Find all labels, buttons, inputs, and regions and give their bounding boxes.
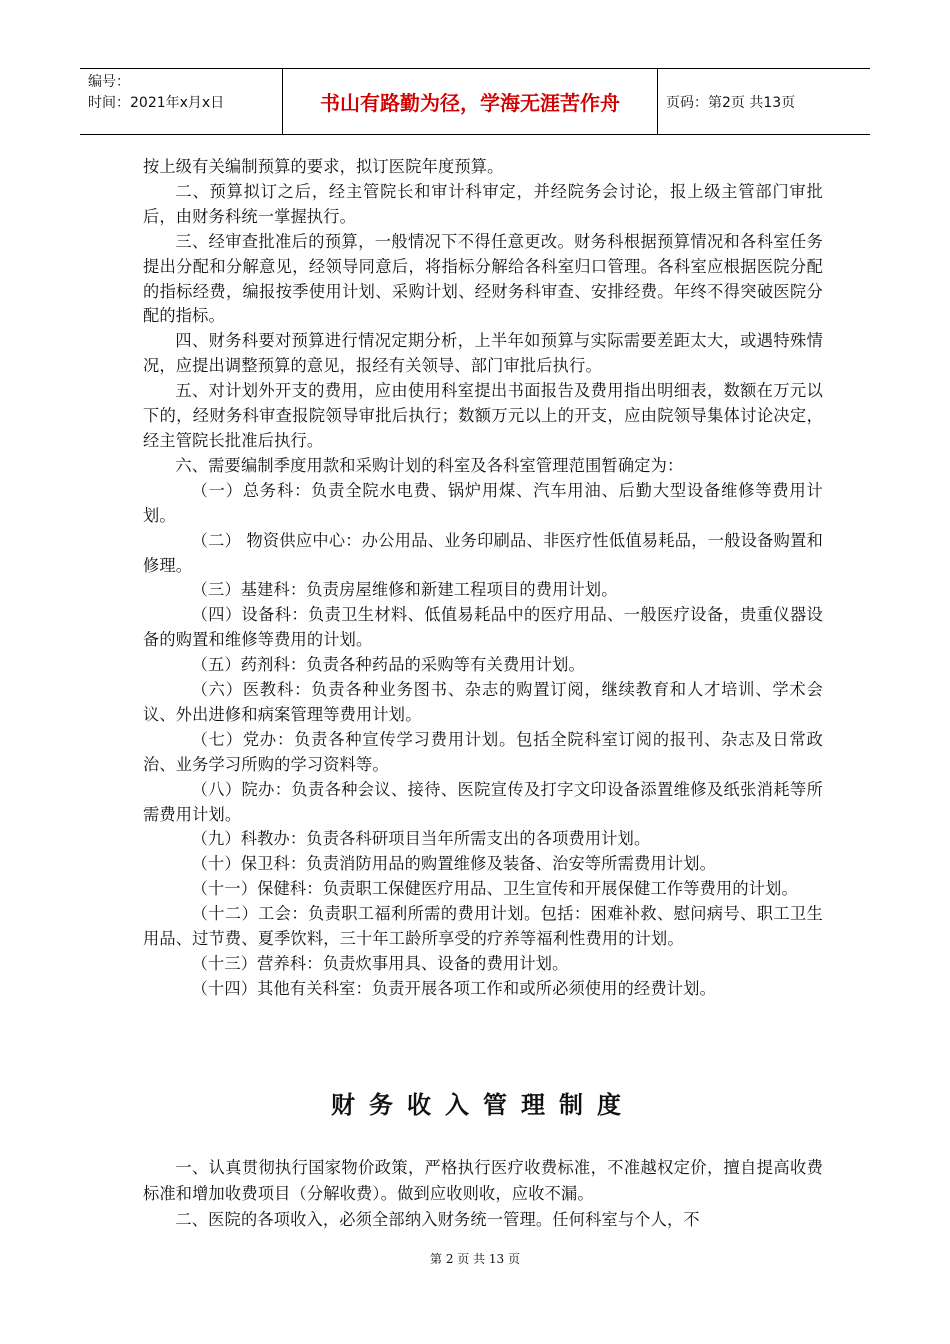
- list-item: （十一）保健科：负责职工保健医疗用品、卫生宣传和开展保健工作等费用的计划。: [191, 879, 798, 899]
- body-content: [143, 155, 823, 1002]
- paragraph: 按上级有关编制预算的要求，拟订医院年度预算。: [143, 157, 504, 176]
- header-motto: 书山有路勤为径，学海无涯苦作舟: [283, 69, 658, 134]
- document-date: 时间：2021年x月x日: [88, 95, 225, 111]
- list-item: （六）医教科：负责各种业务图书、杂志的购置订阅，继续教育和人才培训、学术会议、外出进修和病案管理等费用计划。: [143, 680, 823, 724]
- header-table: [80, 68, 870, 135]
- paragraph: 二、预算拟订之后，经主管院长和审计科审定，并经院务会讨论，报上级主管部门审批后，由财务科统一掌握执行。: [143, 181, 823, 226]
- header-page-info: 页码：第2页 共13页: [666, 94, 796, 111]
- paragraph: 二、医院的各项收入，必须全部纳入财务统一管理。任何科室与个人，不: [175, 1210, 700, 1229]
- list-item: （一）总务科：负责全院水电费、锅炉用煤、汽车用油、后勤大型设备维修等费用计划。: [143, 480, 823, 525]
- paragraph: 五、对计划外开支的费用，应由使用科室提出书面报告及费用指出明细表，数额在万元以下的，经财务科审查报院领导审批后执行；数额万元以上的开支，应由院领导集体讨论决定，经主管院长批准后执行。: [143, 381, 823, 450]
- list-item: （十）保卫科：负责消防用品的购置维修及装备、治安等所需费用计划。: [191, 854, 716, 874]
- list-item: （三）基建科：负责房屋维修和新建工程项目的费用计划。: [191, 580, 618, 600]
- list-item: （九）科教办：负责各科研项目当年所需支出的各项费用计划。: [191, 829, 651, 849]
- list-item: （四）设备科：负责卫生材料、低值易耗品中的医疗用品、一般医疗设备，贵重仪器设备的购置和维修等费用的计划。: [143, 605, 823, 650]
- list-item: （七）党办：负责各种宣传学习费用计划。包括全院科室订阅的报刊、杂志及日常政治、业务学习所购的学习资料等。: [143, 729, 823, 774]
- page-footer: 第 2 页 共 13 页: [430, 1252, 520, 1266]
- list-item: （十二）工会：负责职工福利所需的费用计划。包括：困难补救、慰问病号、职工卫生用品、过节费、夏季饮料，三十年工龄所享受的疗养等福利性费用的计划。: [143, 904, 823, 949]
- paragraph: 三、经审查批准后的预算，一般情况下不得任意更改。财务科根据预算情况和各科室任务提出分配和分解意见，经领导同意后，将指标分解给各科室归口管理。各科室应根据医院分配的指标经费，编报按季使用计划、采购计划、经财务科审查、安排经费。年终不得突破医院分配的指标。: [143, 231, 823, 326]
- paragraph: 四、财务科要对预算进行情况定期分析，上半年如预算与实际需要差距太大，或遇特殊情况，应提出调整预算的意见，报经有关领导、部门审批后执行。: [143, 331, 823, 376]
- paragraph: 一、认真贯彻执行国家物价政策，严格执行医疗收费标准，不准越权定价，擅自提高收费标准和增加收费项目（分解收费）。做到应收则收，应收不漏。: [143, 1158, 823, 1203]
- header-meta-cell: [80, 69, 283, 134]
- list-item: （十三）营养科：负责炊事用具、设备的费用计划。: [191, 954, 569, 973]
- section-title: 财务收入管理制度: [331, 1091, 635, 1119]
- list-item: （十四）其他有关科室：负责开展各项工作和或所必须使用的经费计划。: [191, 978, 716, 998]
- document-number: 编号：: [88, 74, 130, 90]
- list-item: （五）药剂科：负责各种药品的采购等有关费用计划。: [191, 655, 585, 675]
- list-item: （八）院办：负责各种会议、接待、医院宣传及打字文印设备添置维修及纸张消耗等所需费用计划。: [143, 779, 823, 824]
- list-item: （二） 物资供应中心：办公用品、业务印刷品、非医疗性低值易耗品，一般设备购置和修理。: [143, 530, 823, 575]
- paragraph: 六、需要编制季度用款和采购计划的科室及各科室管理范围暂确定为：: [175, 455, 684, 475]
- section-content: [143, 1155, 823, 1233]
